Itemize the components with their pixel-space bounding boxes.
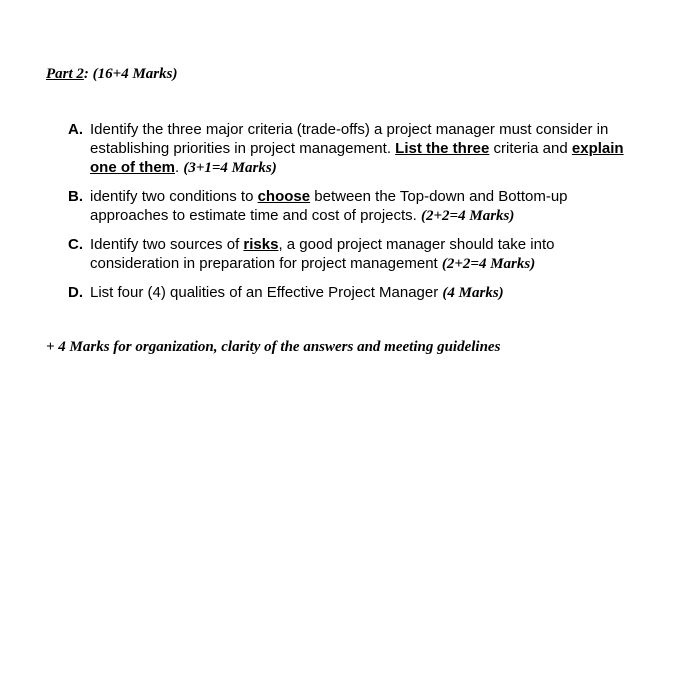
question-letter: D. [68,284,83,301]
question-a [68,120,628,178]
bonus-marks-note: + 4 Marks for organization, clarity of the answers and meeting guidelines [46,339,501,355]
question-letter: A. [68,121,83,138]
text-segment: . [175,159,184,176]
text-segment: List four (4) qualities of an Effective Project Manager [90,284,443,301]
emphasis-list-the-three: List the three [395,140,490,157]
part-label: Part 2 [46,66,84,82]
section-heading [46,64,177,84]
question-c [68,235,628,274]
text-segment: identify two conditions to [90,188,258,205]
question-list [68,120,628,312]
text-segment: criteria and [489,140,572,157]
part-marks: : (16+4 Marks) [83,66,178,82]
emphasis-explain-one: explain one of them [90,140,624,176]
question-marks: (4 Marks) [442,285,504,301]
question-marks: (3+1=4 Marks) [183,160,277,176]
text-segment: between the Top-down and Bottom-up approaches to estimate time and cost of projects. [90,188,568,224]
emphasis-risks: risks [243,236,279,253]
question-marks: (2+2=4 Marks) [441,256,536,272]
question-text [90,187,628,226]
question-d [68,283,628,303]
text-segment: Identify two sources of [90,236,244,253]
emphasis-choose: choose [257,188,311,205]
question-letter: B. [68,188,83,205]
text-segment: Identify the three major criteria (trade-offs) a project manager must consider in establishing priorities in project management. [90,121,609,157]
question-text [90,283,628,303]
question-b [68,187,628,226]
question-text [90,120,628,178]
question-marks: (2+2=4 Marks) [421,208,515,224]
text-segment: , a good project manager should take into consideration in preparation for project management [90,236,555,272]
question-text [90,235,628,274]
question-letter: C. [68,236,83,253]
